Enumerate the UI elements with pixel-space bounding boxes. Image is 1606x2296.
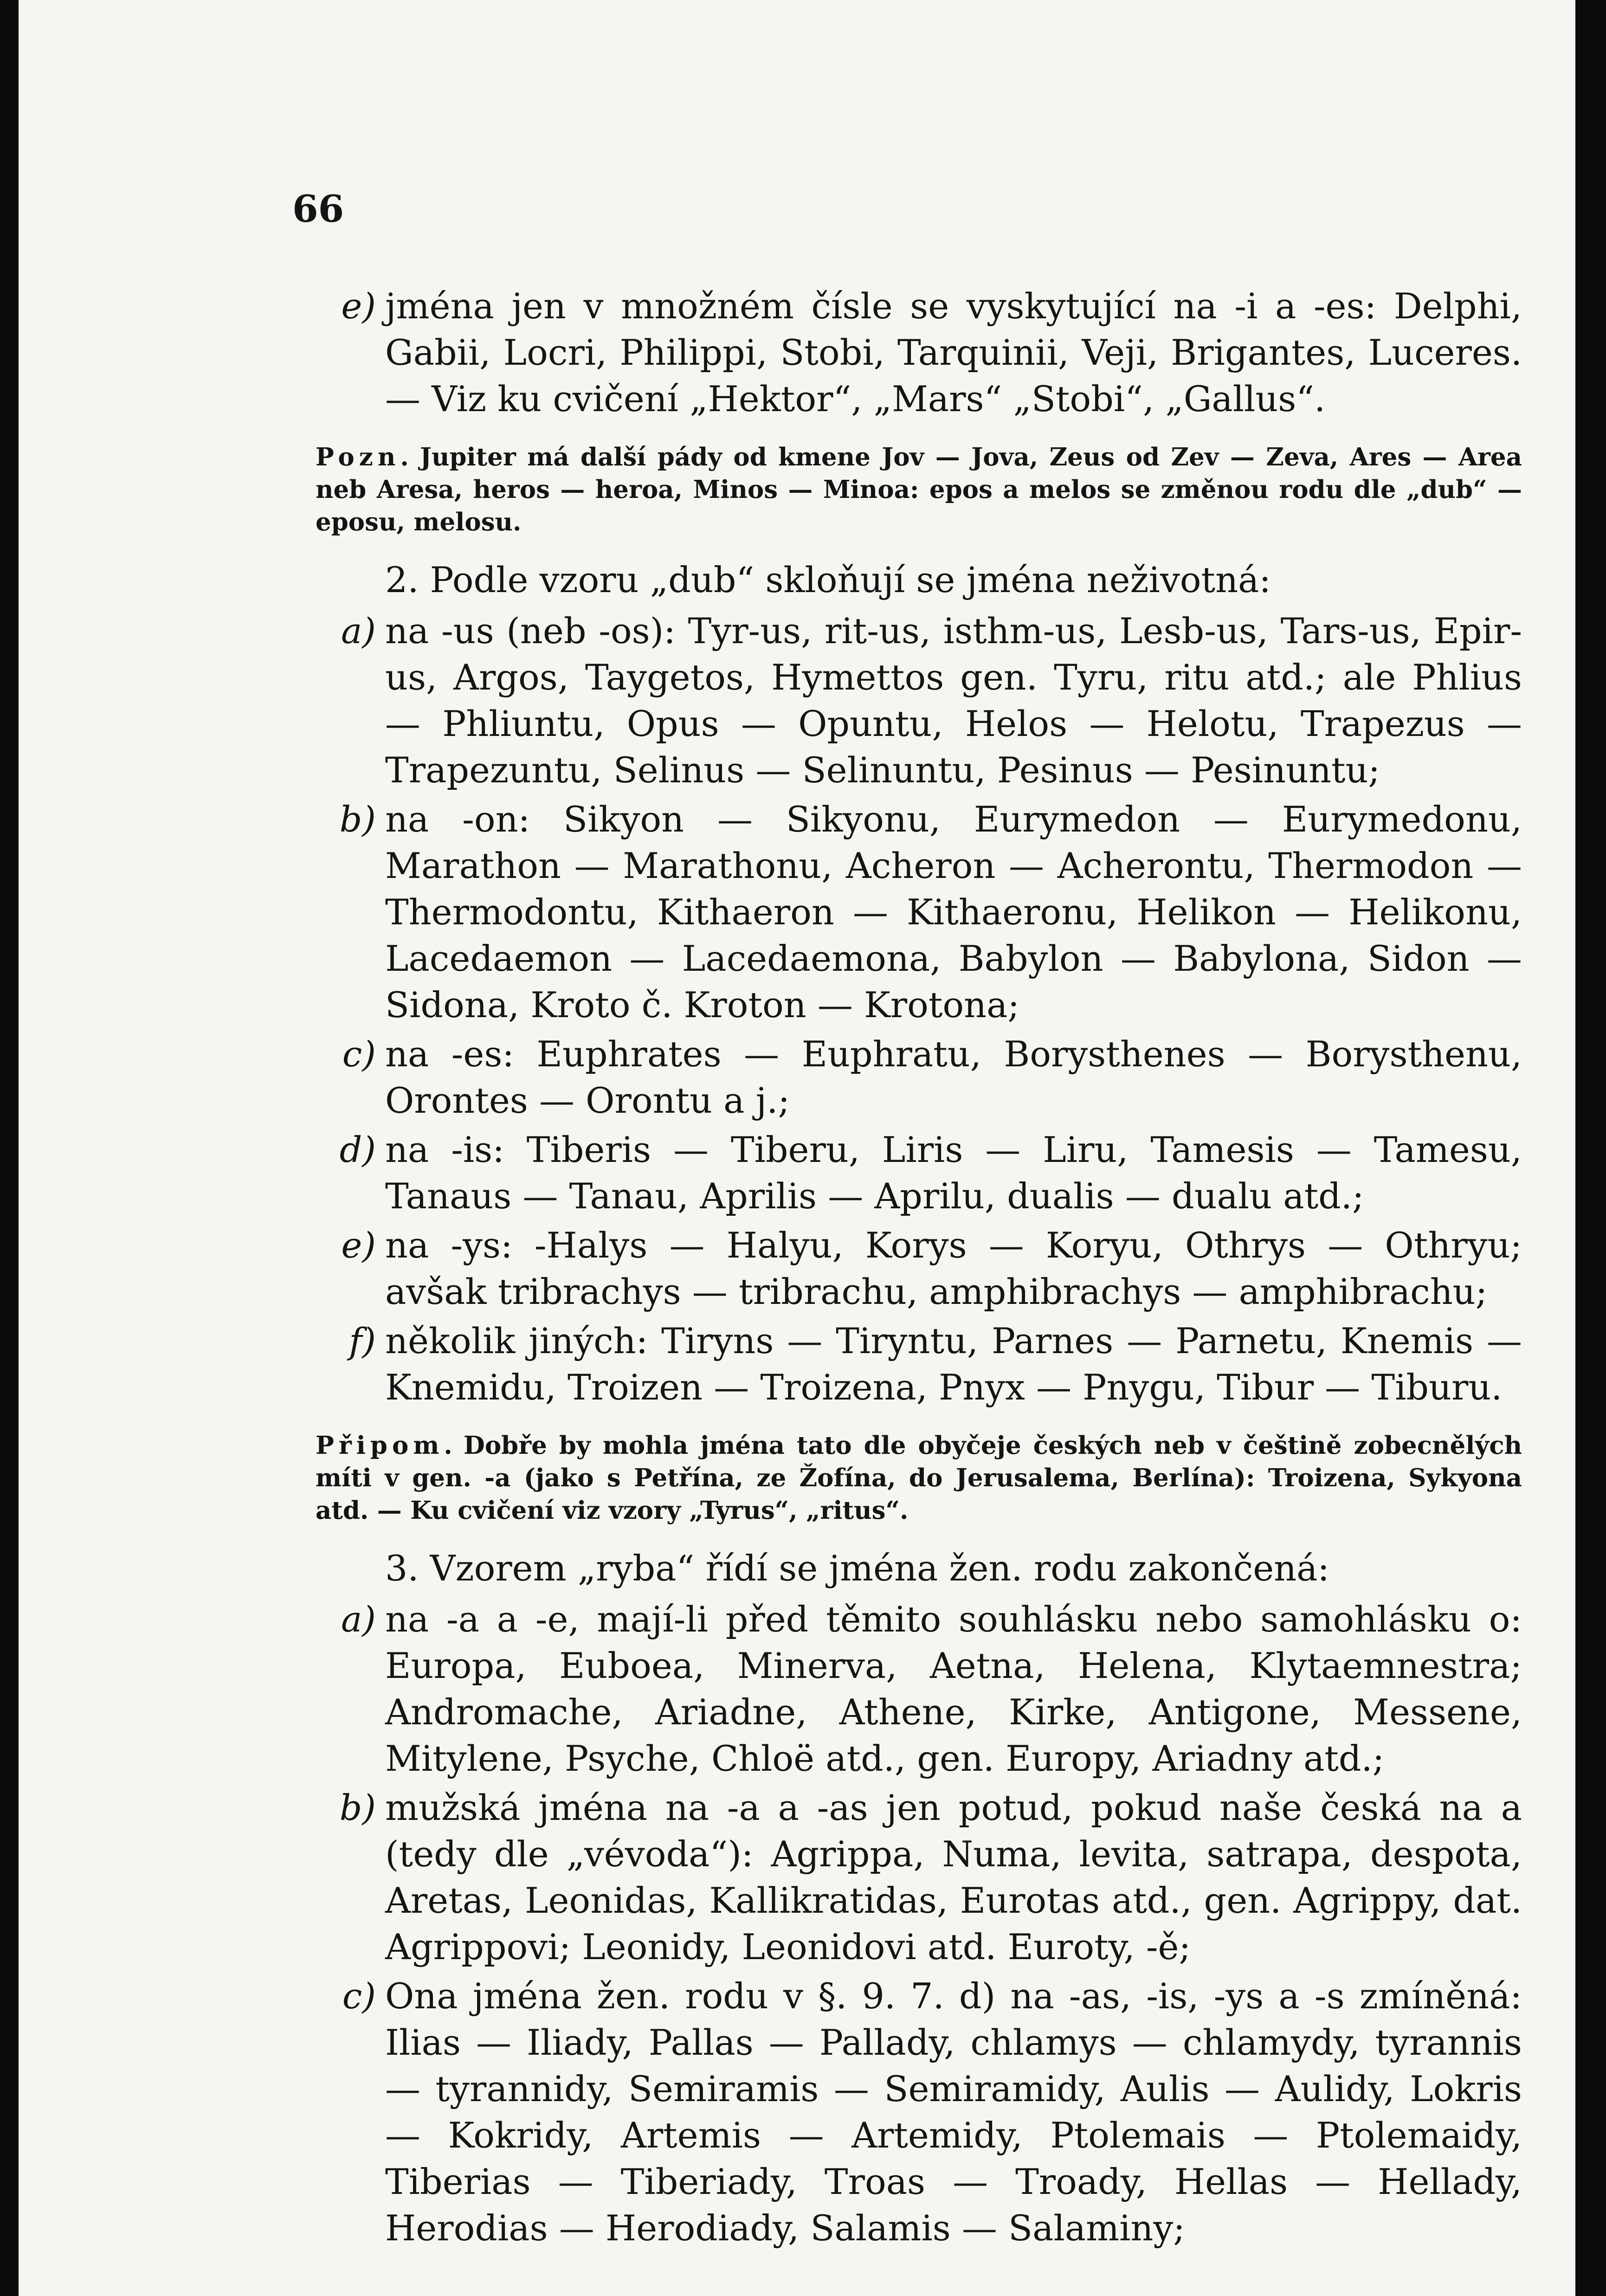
- item-marker: f): [349, 1320, 376, 1361]
- item-text: několik jiných: Tiryns — Tiryntu, Parnes — Parnetu, Knemis — Knemidu, Troizen — Troizena, Pnyx — Pnygu, Tibur — Tiburu.: [385, 1320, 1522, 1408]
- list-item: [342, 1031, 1522, 1124]
- item-marker: a): [341, 610, 376, 651]
- item-marker: c): [342, 1033, 376, 1075]
- item-text: na -on: Sikyon — Sikyonu, Eurymedon — Eurymedonu, Marathon — Marathonu, Acheron — Acherontu, Thermodon — Thermodontu, Kithaeron — Kithaeronu, Helikon — Helikonu, Lacedaemon — Lacedaemona, Babylon — Babylona, Sidon — Sidona, Kroto č. Kroton — Krotona;: [385, 799, 1522, 1025]
- list-item: [339, 796, 1522, 1028]
- list-item: [341, 1222, 1522, 1315]
- note-text: Dobře by mohla jména tato dle obyčeje českých neb v češtině zobecnělých míti v gen. -a (jako s Petřína, ze Žofína, do Jerusalema, Berlína): Troizena, Sykyona atd. — Ku cvičení viz vzory „Tyrus“, „ritus“.: [316, 1431, 1522, 1525]
- item-marker: d): [339, 1129, 376, 1170]
- note-pozn: [316, 441, 1522, 538]
- item-marker: e): [341, 285, 376, 327]
- item-text: Ona jména žen. rodu v §. 9. 7. d) na -as, -is, -ys a -s zmíněná: Ilias — Iliady, Pallas — Pallady, chlamys — chlamydy, tyrannis — tyrannidy, Semiramis — Semiramidy, Aulis — Aulidy, Lokris — Kokridy, Artemis — Artemidy, Ptolemais — Ptolemaidy, Tiberias — Tiberiady, Troas — Troady, Hellas — Hellady, Herodias — Herodiady, Salamis — Salaminy;: [385, 1975, 1522, 2249]
- note-pripom: [316, 1429, 1522, 1527]
- list-item: [342, 1973, 1522, 2251]
- item-marker: a): [341, 1599, 376, 1640]
- item-marker: b): [339, 799, 376, 840]
- section-3-heading: 3. Vzorem „ryba“ řídí se jména žen. rodu zakončená:: [385, 1548, 1330, 1589]
- note-text: Jupiter má další pády od kmene Jov — Jova, Zeus od Zev — Zeva, Ares — Area neb Aresa, heros — heroa, Minos — Minoa: epos a melos se změnou rodu dle „dub“ — eposu, melosu.: [316, 443, 1522, 536]
- book-page: [19, 0, 1575, 2296]
- list-item: [341, 608, 1522, 793]
- item-marker: b): [339, 1787, 376, 1828]
- item-marker: e): [341, 1225, 376, 1266]
- note-lead: Připom.: [316, 1431, 457, 1460]
- item-text: na -us (neb -os): Tyr-us, rit-us, isthm-us, Lesb-us, Tars-us, Epir-us, Argos, Taygetos, Hymettos gen. Tyru, ritu atd.; ale Phlius — Phliuntu, Opus — Opuntu, Helos — Helotu, Trapezus — Trapezuntu, Selinus — Selinuntu, Pesinus — Pesinuntu;: [385, 610, 1522, 791]
- list-item: [341, 1596, 1522, 1782]
- item-text: na -es: Euphrates — Euphratu, Borysthenes — Borysthenu, Orontes — Orontu a j.;: [385, 1033, 1522, 1121]
- section-2-heading: 2. Podle vzoru „dub“ skloňují se jména neživotná:: [385, 559, 1271, 600]
- item-text: na -is: Tiberis — Tiberu, Liris — Liru, Tamesis — Tamesu, Tanaus — Tanau, Aprilis — Aprilu, dualis — dualu atd.;: [385, 1129, 1522, 1217]
- item-marker: c): [342, 1975, 376, 2017]
- list-item: [341, 283, 1522, 422]
- list-item: [339, 1127, 1522, 1219]
- page-number: 66: [292, 187, 344, 231]
- list-item: [349, 1318, 1522, 1411]
- list-item: [339, 1785, 1522, 1970]
- item-text: na -ys: -Halys — Halyu, Korys — Koryu, Othrys — Othryu; avšak tribrachys — tribrachu, amphibrachys — amphibrachu;: [385, 1225, 1522, 1312]
- item-text: na -a a -e, mají-li před těmito souhlásku nebo samohlásku o: Europa, Euboea, Minerva, Aetna, Helena, Klytaemnestra; Andromache, Ariadne, Athene, Kirke, Antigone, Messene, Mitylene, Psyche, Chloë atd., gen. Europy, Ariadny atd.;: [385, 1599, 1522, 1779]
- item-text: mužská jména na -a a -as jen potud, pokud naše česká na a (tedy dle „vévoda“): Agrippa, Numa, levita, satrapa, despota, Aretas, Leonidas, Kallikratidas, Eurotas atd., gen. Agrippy, dat. Agrippovi; Leonidy, Leonidovi atd. Euroty, -ě;: [385, 1787, 1522, 1967]
- item-text: jména jen v množném čísle se vyskytující na -i a -es: Delphi, Gabii, Locri, Philippi, Stobi, Tarquinii, Veji, Brigantes, Luceres. — Viz ku cvičení „Hektor“, „Mars“ „Stobi“, „Gallus“.: [385, 285, 1522, 419]
- note-lead: Pozn.: [316, 443, 413, 471]
